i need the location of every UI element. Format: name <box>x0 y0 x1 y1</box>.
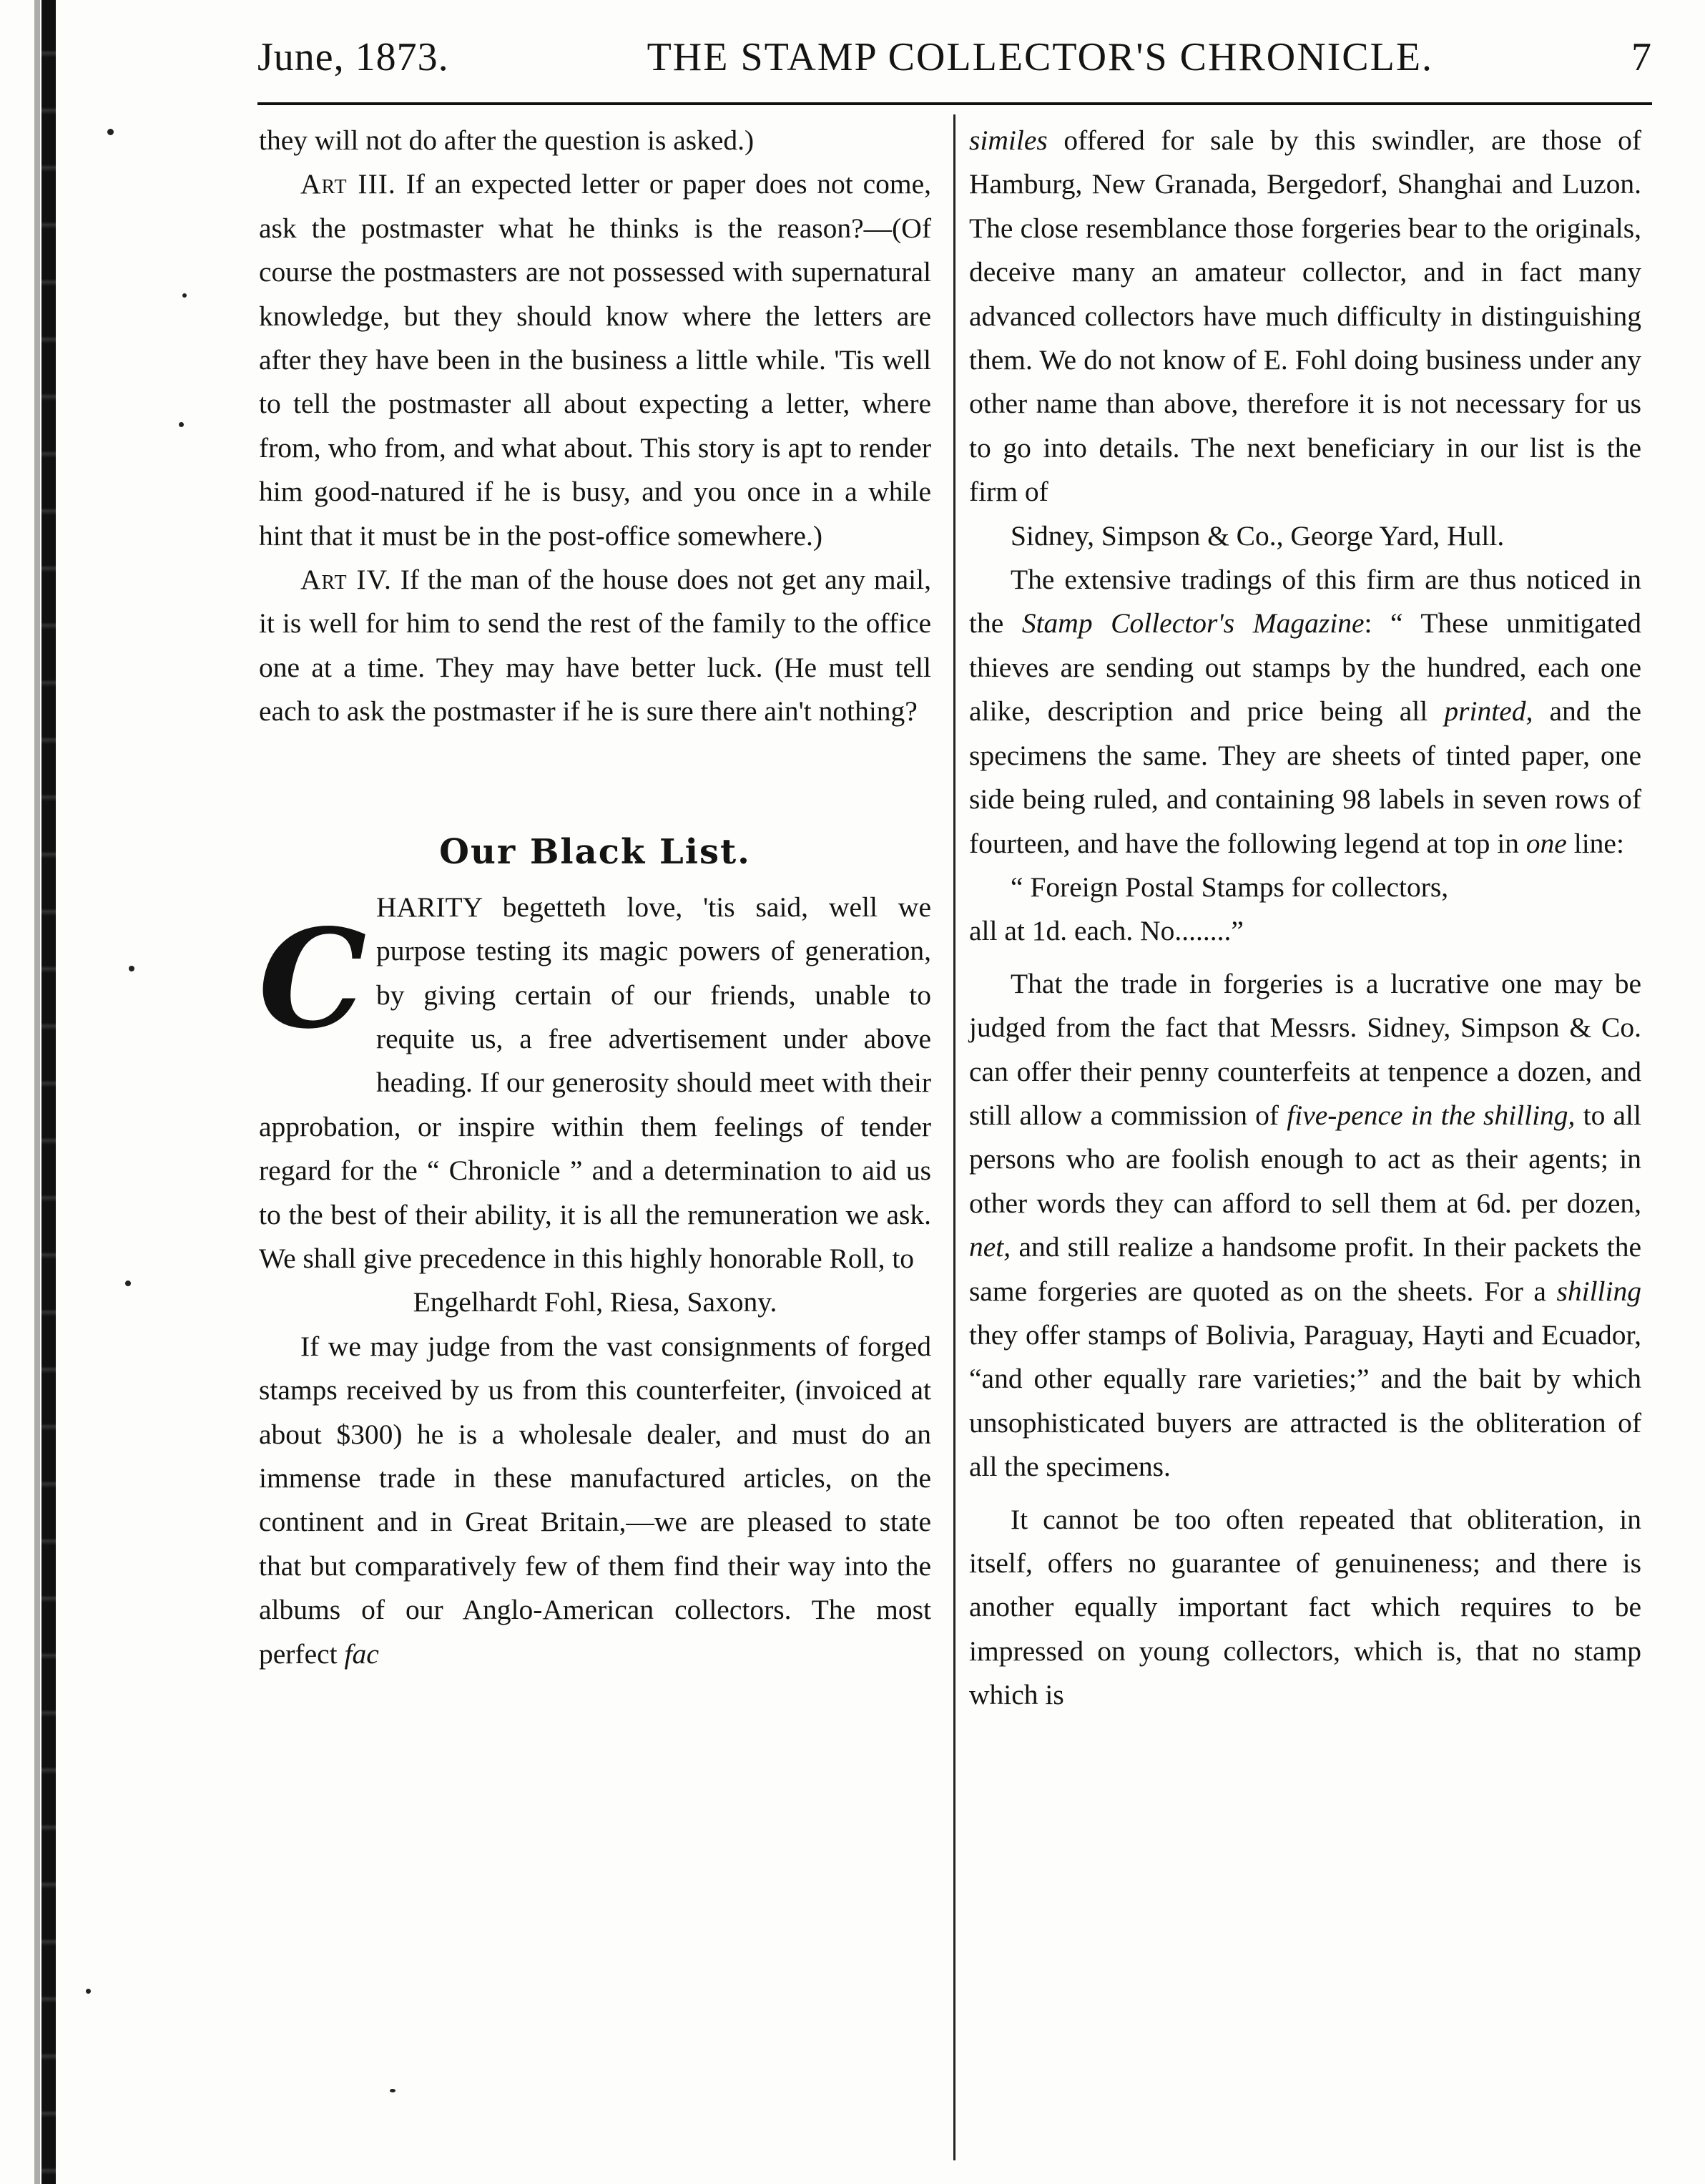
ornamental-dropcap <box>259 890 366 1069</box>
italic-one: one <box>1525 827 1567 859</box>
article-three <box>259 162 931 558</box>
paragraph-text: and the specimens the same. They are sheets of tinted paper, one side being ruled, and containing 98 labels in seven rows of fourteen, and have the following legend at top in <box>969 695 1641 859</box>
intro-paragraph <box>259 886 931 1281</box>
section-spacer <box>259 877 931 886</box>
right-column <box>969 119 1641 1718</box>
italic-similes: similes <box>969 124 1048 156</box>
forger-text: If we may judge from the vast consignments of forged stamps received by us from this counterfeiter, (invoiced at about $300) he is a wholesale dealer, and must do an immense trade in these manufactured articles, on the continent and in Great Britain,—we are pleased to state that but comparatively few of them find their way into the albums of our Anglo-American collectors. The most perfect <box>259 1330 931 1670</box>
legend-line-two: all at 1d. each. No........” <box>969 915 1244 947</box>
paragraph-text: they offer stamps of Bolivia, Paraguay, Hayti and Ecuador, “and other equally rare varieties;” and the bait by which unsophisticated buyers are attracted is the obliteration of all the specimens. <box>969 1318 1641 1483</box>
ink-speck <box>390 2089 395 2092</box>
paragraph-text: and still realize a handsome profit. In their packets the same forgeries are quoted as on the sheets. For a <box>969 1231 1641 1307</box>
continued-paragraph <box>969 119 1641 514</box>
ink-speck <box>182 293 187 298</box>
paragraph-text: to all persons who are foolish enough to act as their agents; in other words they can afford to sell them at 6d. per dozen, <box>969 1099 1641 1219</box>
left-column <box>259 119 931 1676</box>
italic-shilling: shilling <box>1556 1275 1641 1307</box>
section-title: Our Black List. <box>439 831 751 872</box>
ink-speck <box>179 422 184 427</box>
header-date: June, 1873. <box>257 35 449 79</box>
forger-paragraph <box>259 1325 931 1676</box>
article-label: Art IV. <box>300 564 392 596</box>
dropcap-letter: C <box>258 898 367 1059</box>
ink-speck <box>86 1989 91 1994</box>
forger-tail: fac <box>344 1637 379 1670</box>
ink-speck <box>129 966 134 971</box>
header-title: THE STAMP COLLECTOR'S CHRONICLE. <box>647 35 1434 79</box>
paragraph-text: The extensive tradings of this firm are thus noticed in the <box>969 564 1641 640</box>
paragraph-text: : “ These unmitigated thieves are sending out stamps by the hundred, each one alike, description and price being all <box>969 607 1641 728</box>
column-divider <box>953 114 955 2160</box>
article-four <box>259 558 931 734</box>
article-text: If an expected letter or paper does not come, ask the postmaster what he thinks is the reason?—(Of course the postmasters are not possessed with supernatural knowledge, but they should know where the letters are after they have been in the business a little while. 'Tis well to tell the postmaster all about expecting a letter, where from, who from, and what about. This story is apt to render him good-natured if he is busy, and you once in a while hint that it must be in the post-office somewhere.) <box>259 168 931 552</box>
italic-net: net, <box>969 1231 1011 1263</box>
page-number: 7 <box>1631 35 1652 79</box>
obliteration-paragraph: It cannot be too often repeated that obliteration, in itself, offers no guarantee of genuineness; and there is another equally important fact which requires to be impressed on young collectors, which is, that no stamp which is <box>969 1503 1641 1711</box>
magazine-title: Stamp Collector's Magazine <box>1021 607 1365 640</box>
article-text: If the man of the house does not get any mail, it is well for him to send the rest of the family to the office one at a time. They may have better luck. (He must tell each to ask the postmaster if he is sure there ain't nothing? <box>259 564 932 728</box>
article-label: Art III. <box>300 168 396 200</box>
page-binding <box>41 0 56 2184</box>
intro-text: HARITY begetteth love, 'tis said, well we purpose testing its magic powers of generation, by giving certain of our friends, unable to requite us, a free advertisement under above heading. If our generosity should meet with their approbation, or inspire within them feelings of tender regard for the “ Chronicle ” and a determination to aid us to the best of their ability, it is all the remuneration we ask. We shall give precedence in this highly honorable Roll, to <box>259 891 931 1274</box>
lucrative-paragraph <box>969 962 1641 1489</box>
header-rule <box>257 102 1652 105</box>
italic-commission: five-pence in the shilling, <box>1287 1099 1576 1131</box>
tradings-paragraph <box>969 558 1641 866</box>
binding-edge <box>34 0 40 2184</box>
blacklist-name-two: Sidney, Simpson & Co., George Yard, Hull. <box>1011 519 1505 552</box>
paragraph-text: line: <box>1566 827 1624 859</box>
legend-line-one: “ Foreign Postal Stamps for collectors, <box>1011 871 1449 903</box>
paragraph-text: That the trade in forgeries is a lucrative one may be judged from the fact that Messrs. Sidney, Simpson & Co. can offer their penny counterfeits at tenpence a dozen, and still allow a commission of <box>969 967 1641 1131</box>
section-spacer <box>259 734 931 827</box>
ink-speck <box>107 129 114 135</box>
paragraph-text: offered for sale by this swindler, are those of Hamburg, New Granada, Bergedorf, Shanghai and Luzon. The close resemblance those forgeries bear to the originals, deceive many an amateur collector, and in fact many advanced collectors have much difficulty in distinguishing them. We do not know of E. Fohl doing business under any other name than above, therefore it is not necessary for us to go into details. The next beneficiary in our list is the firm of <box>969 124 1641 508</box>
paragraph-spacer <box>969 954 1641 962</box>
italic-printed: printed, <box>1444 695 1533 728</box>
running-header <box>257 34 1652 99</box>
continued-paragraph: they will not do after the question is asked.) <box>259 124 755 156</box>
paragraph-spacer <box>969 1489 1641 1498</box>
blacklist-name-one: Engelhardt Fohl, Riesa, Saxony. <box>413 1286 777 1318</box>
ink-speck <box>125 1280 131 1286</box>
